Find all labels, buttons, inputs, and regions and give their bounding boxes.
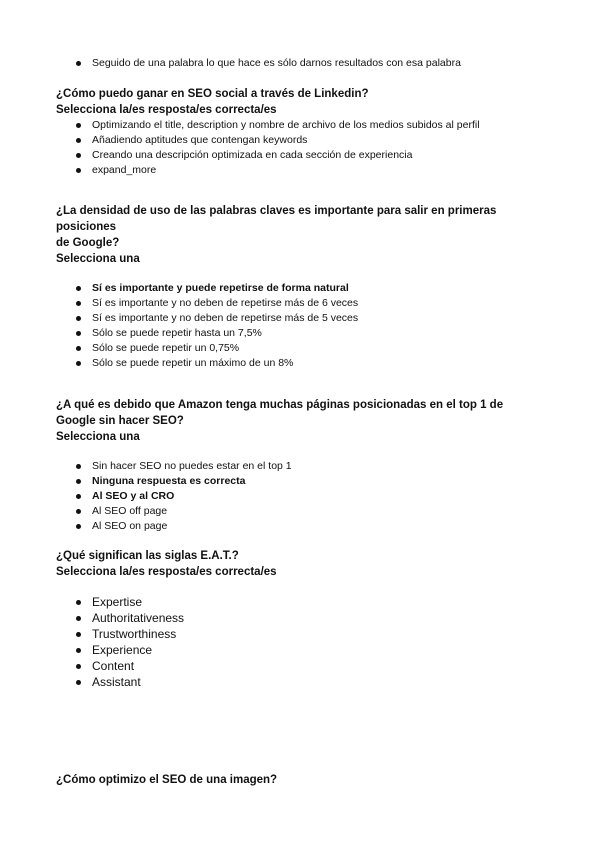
answer-option: Sí es importante y no deben de repetirse más de 5 veces bbox=[56, 311, 546, 326]
answer-option: Creando una descripción optimizada en cada sección de experiencia bbox=[56, 148, 546, 163]
answer-option: Sólo se puede repetir un máximo de un 8% bbox=[56, 356, 546, 371]
answer-option: Experience bbox=[56, 642, 546, 658]
question-title: ¿Cómo optimizo el SEO de una imagen? bbox=[56, 774, 278, 786]
question-title: ¿Qué significan las siglas E.A.T.? bbox=[56, 550, 239, 562]
question-instruction: Selecciona una bbox=[56, 431, 140, 443]
question-eat bbox=[56, 548, 546, 690]
answer-option: Expertise bbox=[56, 594, 546, 610]
question-title-line2: Google sin hacer SEO? bbox=[56, 415, 184, 427]
list-item: Seguido de una palabra lo que hace es sólo darnos resultados con esa palabra bbox=[56, 56, 546, 71]
intro-list bbox=[56, 56, 546, 71]
answer-list bbox=[56, 281, 546, 371]
answer-list bbox=[56, 594, 546, 690]
question-density bbox=[56, 203, 546, 371]
answer-option: Al SEO on page bbox=[56, 519, 546, 534]
answer-option: Optimizando el title, description y nombre de archivo de los medios subidos al perfil bbox=[56, 118, 546, 133]
answer-option: Content bbox=[56, 658, 546, 674]
answer-option: Al SEO off page bbox=[56, 504, 546, 519]
answer-option: Añadiendo aptitudes que contengan keywords bbox=[56, 133, 546, 148]
answer-option: Authoritativeness bbox=[56, 610, 546, 626]
answer-option: Sólo se puede repetir hasta un 7,5% bbox=[56, 326, 546, 341]
question-title-line2: de Google? bbox=[56, 237, 120, 249]
question-title: ¿Cómo puedo ganar en SEO social a través de Linkedin? bbox=[56, 88, 369, 100]
question-instruction: Selecciona la/es resposta/es correcta/es bbox=[56, 566, 277, 578]
question-linkedin bbox=[56, 86, 546, 178]
intro-section bbox=[56, 56, 546, 71]
question-instruction: Selecciona una bbox=[56, 253, 140, 265]
question-title-line1: ¿La densidad de uso de las palabras claves es importante para salir en primeras posiciones bbox=[56, 205, 497, 233]
question-amazon bbox=[56, 397, 546, 534]
question-image bbox=[56, 772, 546, 788]
answer-option: Trustworthiness bbox=[56, 626, 546, 642]
answer-option-correct: Sí es importante y puede repetirse de forma natural bbox=[56, 281, 546, 296]
answer-option-correct: Ninguna respuesta es correcta bbox=[56, 474, 546, 489]
answer-list bbox=[56, 118, 546, 178]
answer-option: Sin hacer SEO no puedes estar en el top 1 bbox=[56, 459, 546, 474]
answer-option: Assistant bbox=[56, 674, 546, 690]
answer-list bbox=[56, 459, 546, 534]
answer-option-correct: Al SEO y al CRO bbox=[56, 489, 546, 504]
question-instruction: Selecciona la/es resposta/es correcta/es bbox=[56, 104, 277, 116]
answer-option: expand_more bbox=[56, 163, 546, 178]
question-title-line1: ¿A qué es debido que Amazon tenga muchas páginas posicionadas en el top 1 de bbox=[56, 399, 504, 411]
answer-option: Sólo se puede repetir un 0,75% bbox=[56, 341, 546, 356]
answer-option: Sí es importante y no deben de repetirse más de 6 veces bbox=[56, 296, 546, 311]
